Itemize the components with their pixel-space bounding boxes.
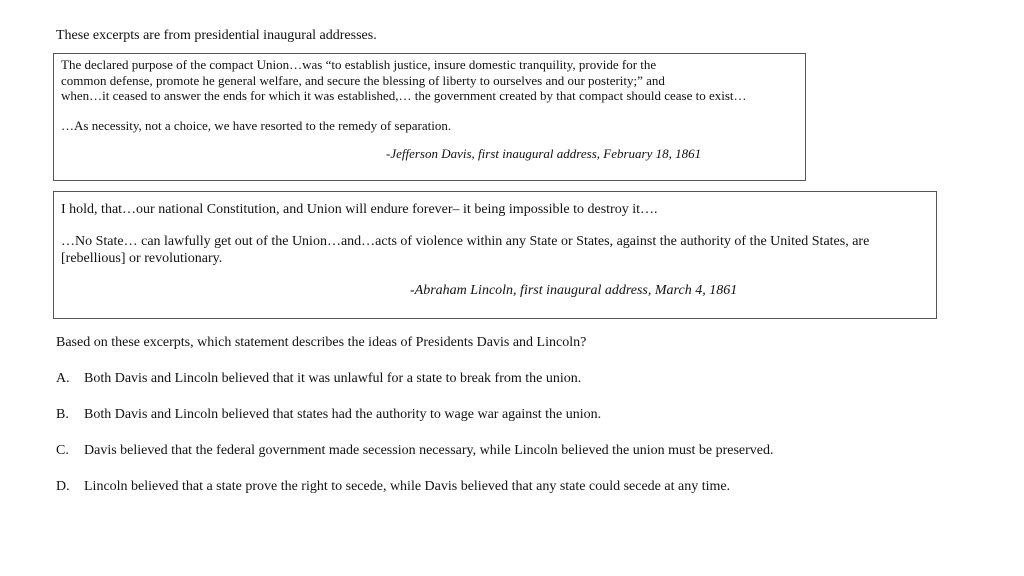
lincoln-excerpt-paragraph: …No State… can lawfully get out of the Union…and…acts of violence within any State or States, against the authority of the United States, are [rebellious] or revolutionary. <box>61 234 870 266</box>
lincoln-excerpt-paragraph: I hold, that…our national Constitution, and Union will endure forever– it being impossible to destroy it…. <box>61 202 658 217</box>
choice-letter: D. <box>56 479 70 494</box>
paragraph-spacer <box>61 218 929 233</box>
choice-letter: B. <box>56 407 69 422</box>
choice-letter: A. <box>56 371 70 386</box>
davis-excerpt-box <box>53 53 806 181</box>
answer-choice-b[interactable] <box>56 407 601 423</box>
davis-excerpt-line: when…it ceased to answer the ends for which it was established,… the government created by that compact should cease to exist… <box>61 88 747 103</box>
lincoln-excerpt-box <box>53 191 937 319</box>
answer-choice-c[interactable] <box>56 443 774 459</box>
choice-text: Davis believed that the federal government made secession necessary, while Lincoln believed the union must be preserved. <box>84 443 774 458</box>
question-text: Based on these excerpts, which statement describes the ideas of Presidents Davis and Lincoln? <box>56 335 587 350</box>
answer-choice-d[interactable] <box>56 479 730 495</box>
paragraph-spacer <box>61 104 798 118</box>
lincoln-citation: -Abraham Lincoln, first inaugural address, March 4, 1861 <box>410 283 738 298</box>
choice-text: Both Davis and Lincoln believed that states had the authority to wage war against the union. <box>84 407 602 422</box>
answer-choice-a[interactable] <box>56 371 581 387</box>
davis-excerpt-line: common defense, promote he general welfare, and secure the blessing of liberty to ourselves and our posterity;” and <box>61 72 665 88</box>
intro-text: These excerpts are from presidential inaugural addresses. <box>56 28 377 43</box>
davis-excerpt-line: The declared purpose of the compact Union…was “to establish justice, insure domestic tranquility, provide for the <box>61 57 657 72</box>
choice-text: Lincoln believed that a state prove the right to secede, while Davis believed that any state could secede at any time. <box>84 479 731 494</box>
choice-letter: C. <box>56 443 69 458</box>
choice-text: Both Davis and Lincoln believed that it was unlawful for a state to break from the union. <box>84 371 582 386</box>
davis-excerpt-paragraph: …As necessity, not a choice, we have resorted to the remedy of separation. <box>61 117 452 133</box>
davis-citation: -Jefferson Davis, first inaugural address, February 18, 1861 <box>386 146 702 161</box>
